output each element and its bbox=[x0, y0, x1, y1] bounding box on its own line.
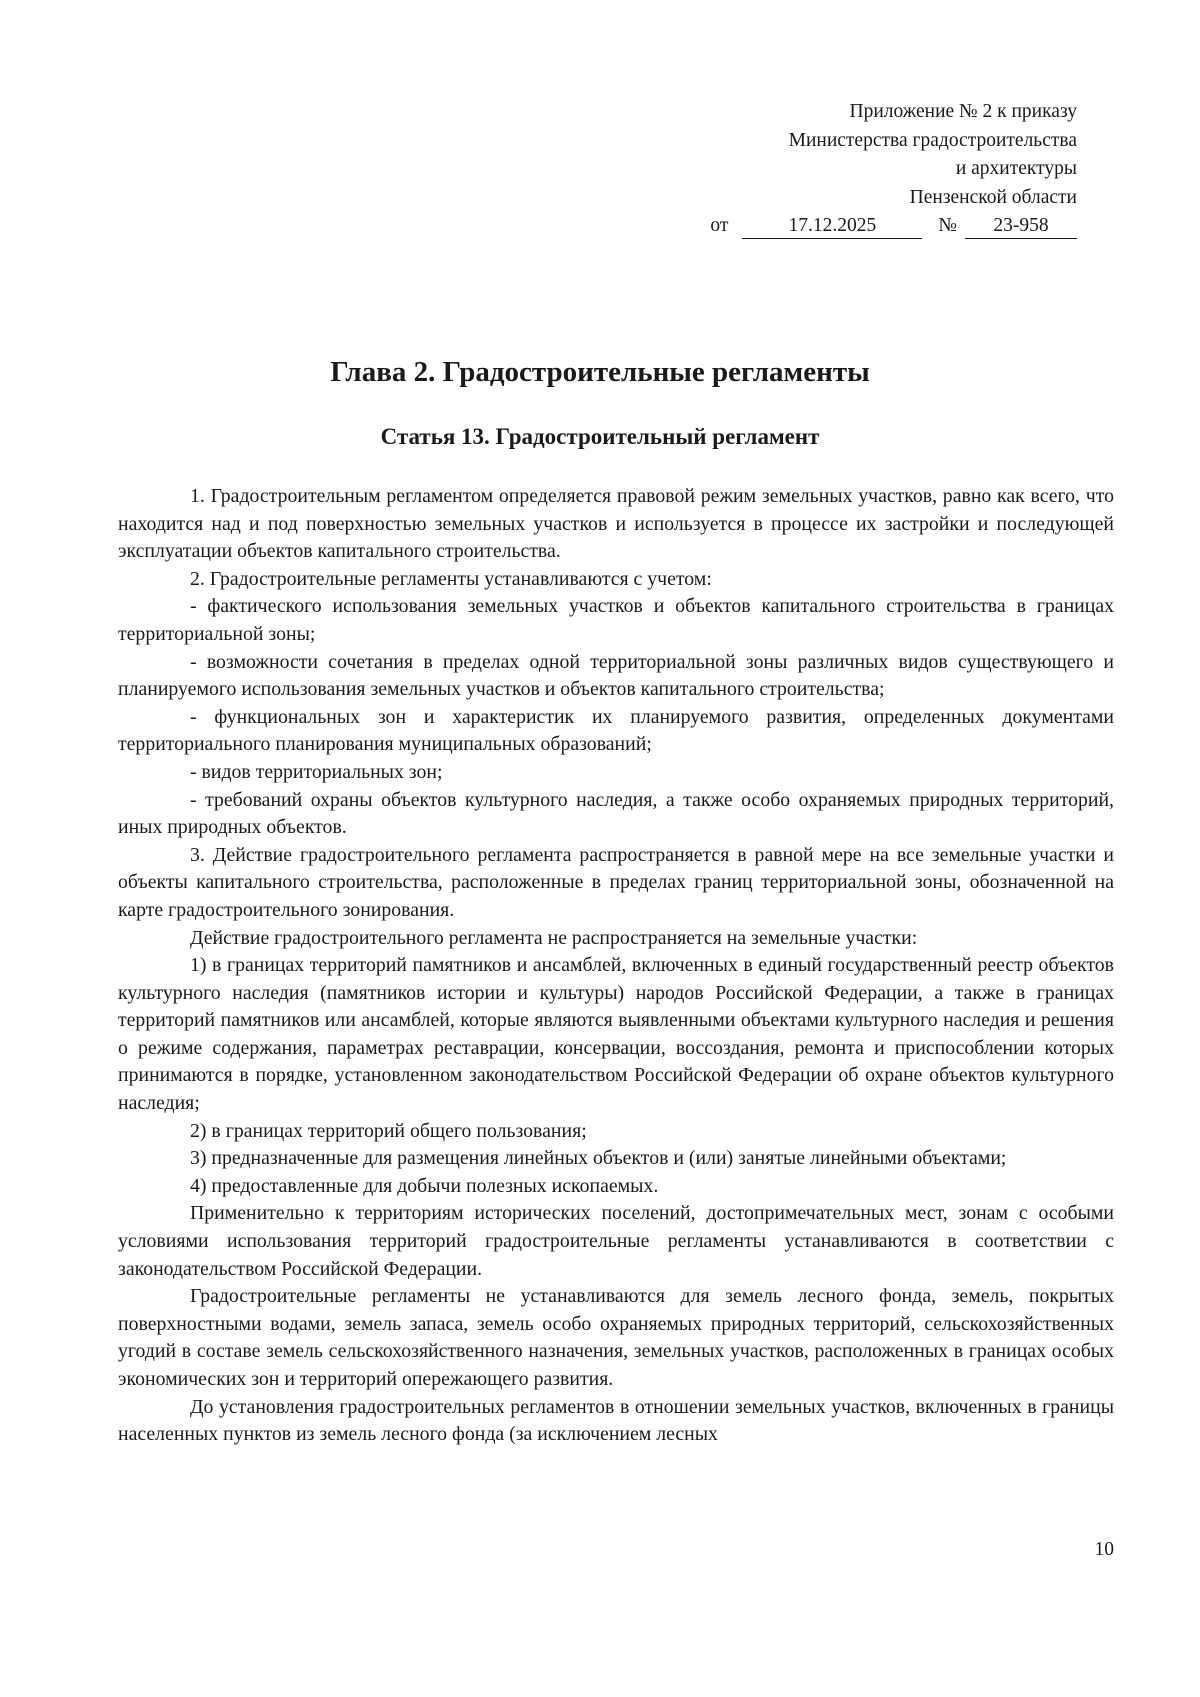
paragraph: - функциональных зон и характеристик их планируемого развития, определенных документами территориального планирования муниципальных образований; bbox=[118, 705, 1114, 756]
paragraph: - требований охраны объектов культурного наследия, а также особо охраняемых природных территорий, иных природных объектов. bbox=[118, 788, 1114, 839]
approval-line: и архитектуры bbox=[955, 158, 1077, 179]
approval-line: Министерства градостроительства bbox=[788, 129, 1077, 151]
chapter-title: Глава 2. Градостроительные регламенты bbox=[330, 356, 870, 388]
approval-line: Пензенской области bbox=[909, 186, 1077, 208]
paragraph: 2) в границах территорий общего пользования; bbox=[190, 1119, 587, 1142]
paragraph: 1) в границах территорий памятников и ансамблей, включенных в единый государственный реестр объектов культурного наследия (памятников истории и культуры) народов Российской Федерации, а также в границах территорий памятников или ансамблей, которые являются выявленными объектами культурного наследия и решения о режиме содержания, параметрах реставрации, консервации, воссоздания, ремонта и приспособлении которых принимаются в порядке, установленном законодательством Российской Федерации об охране объектов культурного наследия; bbox=[118, 954, 1114, 1115]
order-number: 23-958 bbox=[965, 214, 1077, 239]
order-date: 17.12.2025 bbox=[742, 214, 922, 239]
paragraph: 3. Действие градостроительного регламента распространяется в равной мере на все земельные участки и объекты капитального строительства, расположенные в пределах границ территориальной зоны, обозначенной на карте градостроительного зонирования. bbox=[118, 843, 1114, 921]
approval-block bbox=[710, 98, 1077, 241]
paragraph: 4) предоставленные для добычи полезных ископаемых. bbox=[190, 1174, 659, 1197]
paragraph: - возможности сочетания в пределах одной территориальной зоны различных видов существующего и планируемого использования земельных участков и объектов капитального строительства; bbox=[118, 650, 1114, 701]
from-label: от bbox=[710, 215, 729, 236]
order-reference bbox=[710, 212, 1077, 241]
paragraph: Применительно к территориям исторических поселений, достопримечательных мест, зонам с особыми условиями использования территорий градостроительные регламенты устанавливаются в соответствии с законодательством Российской Федерации. bbox=[118, 1202, 1114, 1280]
page-number: 10 bbox=[1094, 1539, 1114, 1560]
paragraph: 2. Градостроительные регламенты устанавливаются с учетом: bbox=[190, 567, 712, 590]
paragraph: - видов территориальных зон; bbox=[190, 760, 443, 783]
number-label: № bbox=[938, 215, 957, 236]
paragraph: 3) предназначенные для размещения линейных объектов и (или) занятые линейными объектами; bbox=[190, 1147, 1007, 1170]
paragraph: Действие градостроительного регламента не распространяется на земельные участки: bbox=[190, 926, 918, 949]
article-body bbox=[118, 483, 1114, 1449]
paragraph: - фактического использования земельных участков и объектов капитального строительства в границах территориальной зоны; bbox=[118, 595, 1114, 645]
paragraph: Градостроительные регламенты не устанавливаются для земель лесного фонда, земель, покрытых поверхностными водами, земель запаса, земель особо охраняемых природных территорий, сельскохозяйственных угодий в составе земель сельскохозяйственного назначения, земельных участков, расположенных в границах особых экономических зон и территорий опережающего развития. bbox=[118, 1285, 1114, 1390]
paragraph: 1. Градостроительным регламентом определяется правовой режим земельных участков, равно как всего, что находится над и под поверхностью земельных участков и используется в процессе их застройки и последующей эксплуатации объектов капитального строительства. bbox=[118, 485, 1114, 563]
paragraph: До установления градостроительных регламентов в отношении земельных участков, включенных в границы населенных пунктов из земель лесного фонда (за исключением лесных bbox=[118, 1395, 1114, 1446]
article-title: Статья 13. Градостроительный регламент bbox=[380, 424, 820, 449]
approval-line: Приложение № 2 к приказу bbox=[849, 101, 1077, 122]
